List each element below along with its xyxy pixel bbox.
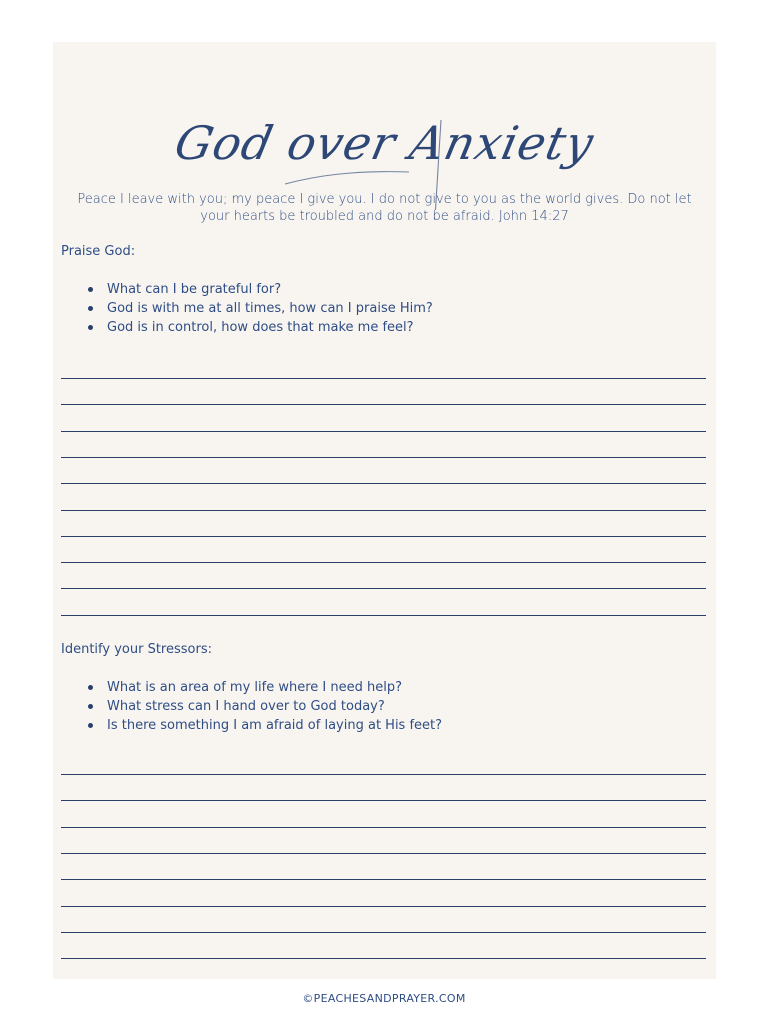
writing-line (61, 536, 706, 537)
writing-line (61, 879, 706, 880)
prompt-item: What is an area of my life where I need help? (85, 678, 442, 697)
writing-line (61, 483, 706, 484)
title-block (53, 100, 716, 200)
prompt-item: Is there something I am afraid of laying at His feet? (85, 716, 442, 735)
prompt-list-praise (85, 280, 433, 337)
writing-line (61, 404, 706, 405)
writing-line (61, 588, 706, 589)
writing-line (61, 853, 706, 854)
section-heading-praise: Praise God: (61, 244, 136, 259)
writing-line (61, 510, 706, 511)
writing-line (61, 562, 706, 563)
writing-line (61, 457, 706, 458)
writing-line (61, 800, 706, 801)
worksheet-page (53, 42, 716, 979)
writing-line (61, 774, 706, 775)
writing-line (61, 827, 706, 828)
writing-line (61, 932, 706, 933)
prompt-item: God is in control, how does that make me feel? (85, 318, 433, 337)
prompt-item: What stress can I hand over to God today? (85, 697, 442, 716)
scripture-quote: Peace I leave with you; my peace I give you. I do not give to you as the world gives. Do not let your hearts be troubled and do not be afraid. John 14:27 (77, 192, 692, 224)
writing-line (61, 378, 706, 379)
prompt-list-stressors (85, 678, 442, 735)
prompt-item: God is with me at all times, how can I praise Him? (85, 299, 433, 318)
writing-line (61, 615, 706, 616)
footer-website: ©PEACHESANDPRAYER.COM (302, 992, 466, 1005)
writing-line (61, 431, 706, 432)
section-heading-stressors: Identify your Stressors: (61, 642, 212, 657)
writing-line (61, 958, 706, 959)
page-title: God over Anxiety (170, 116, 599, 170)
writing-line (61, 906, 706, 907)
prompt-item: What can I be grateful for? (85, 280, 433, 299)
